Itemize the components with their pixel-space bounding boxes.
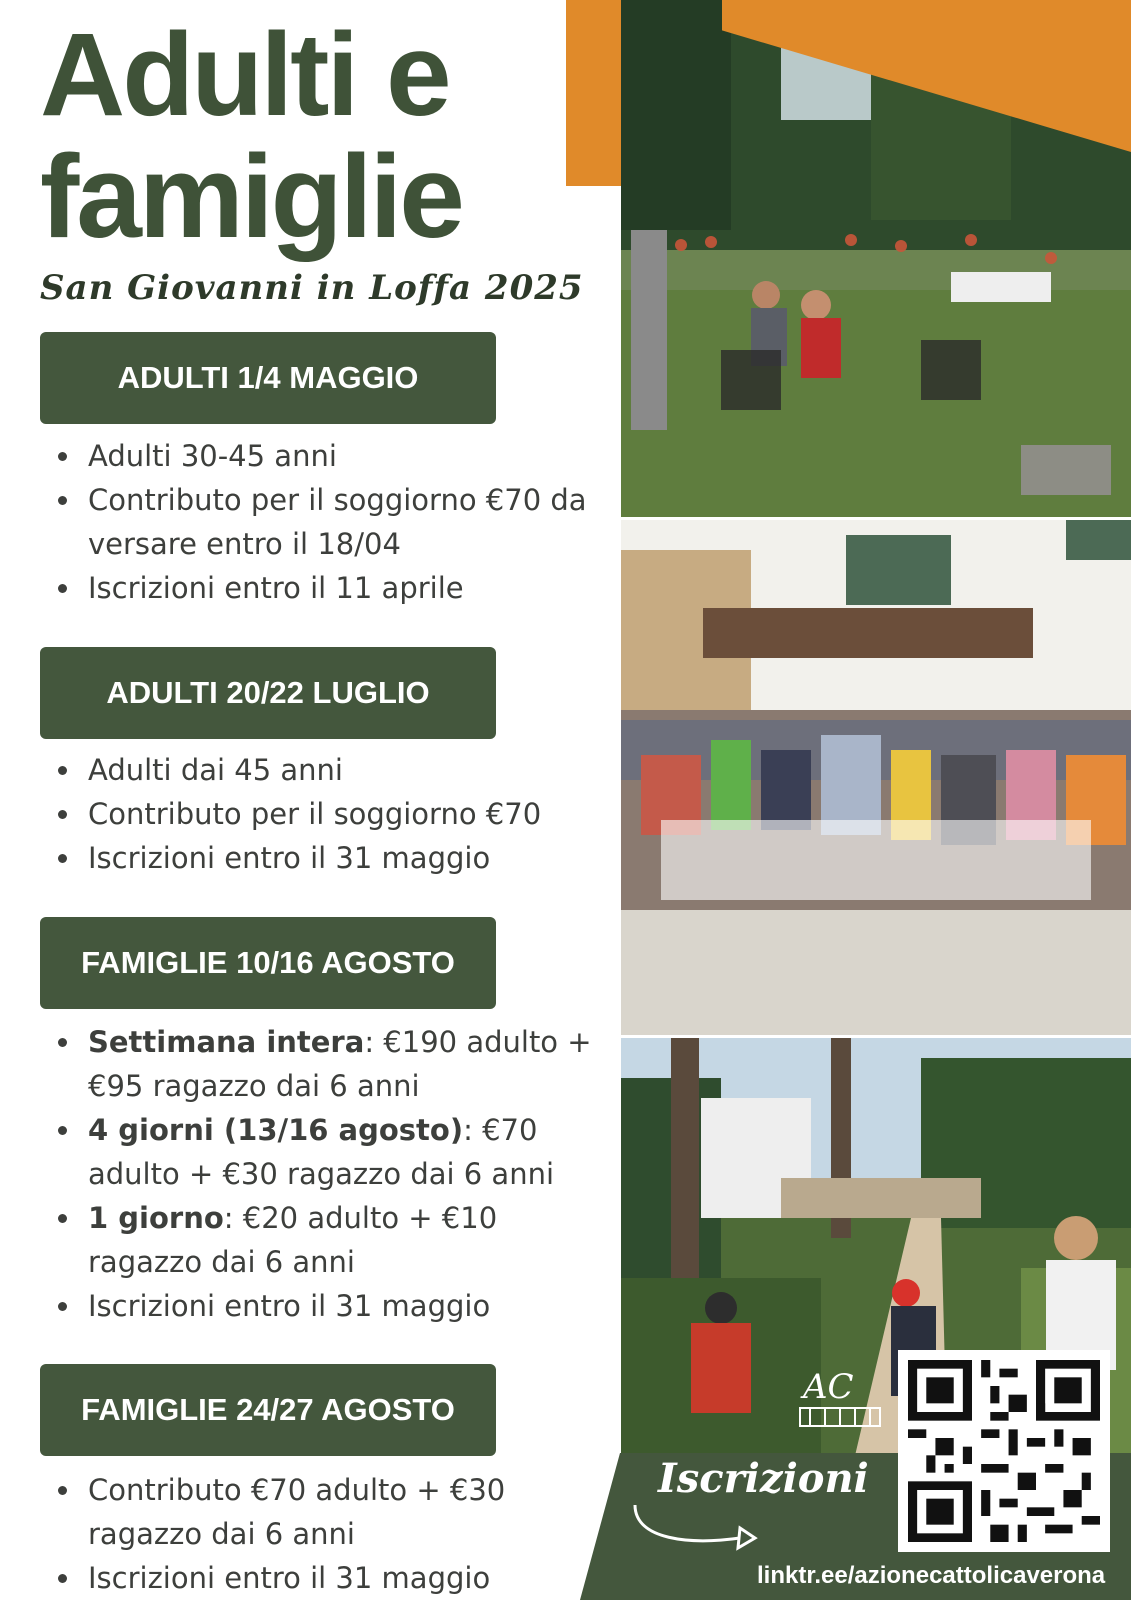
list-item: 4 giorni (13/16 agosto): €70 adulto + €30 ragazzo dai 6 anni — [50, 1108, 610, 1196]
section-header-adulti-luglio: ADULTI 20/22 LUGLIO — [40, 647, 496, 739]
list-item: Iscrizioni entro il 31 maggio — [50, 1556, 610, 1600]
section-header-famiglie-10-16: FAMIGLIE 10/16 AGOSTO — [40, 917, 496, 1009]
list-item: Contributo €70 adulto + €30 ragazzo dai 6 anni — [50, 1468, 610, 1556]
qr-code-icon — [908, 1360, 1100, 1542]
section-header-adulti-maggio: ADULTI 1/4 MAGGIO — [40, 332, 496, 424]
ac-logo — [795, 1358, 885, 1442]
bullet-list-famiglie-24-27 — [50, 1468, 610, 1600]
orange-accent-left — [566, 0, 621, 186]
list-item: Adulti dai 45 anni — [50, 748, 610, 792]
photo-group — [621, 520, 1131, 1035]
bullet-list-adulti-luglio — [50, 748, 610, 880]
ac-logo-text: AC — [803, 1367, 854, 1407]
qr-code[interactable] — [898, 1350, 1110, 1552]
list-item: Iscrizioni entro il 11 aprile — [50, 566, 610, 610]
bullet-list-adulti-maggio — [50, 434, 610, 610]
list-item: Iscrizioni entro il 31 maggio — [50, 836, 610, 880]
bullet-list-famiglie-10-16 — [50, 1020, 610, 1328]
section-header-famiglie-24-27: FAMIGLIE 24/27 AGOSTO — [40, 1364, 496, 1456]
title-line-1: Adulti e — [40, 9, 449, 141]
signup-link[interactable]: linktr.ee/azionecattolicaverona — [757, 1562, 1106, 1589]
list-item: 1 giorno: €20 adulto + €10 ragazzo dai 6 anni — [50, 1196, 610, 1284]
signup-label: Iscrizioni — [658, 1455, 869, 1502]
subtitle: San Giovanni in Loffa 2025 — [40, 268, 584, 308]
list-item: Adulti 30-45 anni — [50, 434, 610, 478]
page-title — [40, 9, 600, 263]
list-item: Settimana intera: €190 adulto + €95 ragazzo dai 6 anni — [50, 1020, 610, 1108]
list-item: Contributo per il soggiorno €70 da versare entro il 18/04 — [50, 478, 610, 566]
list-item: Contributo per il soggiorno €70 — [50, 792, 610, 836]
title-line-2: famiglie — [40, 131, 462, 263]
list-item: Iscrizioni entro il 31 maggio — [50, 1284, 610, 1328]
curved-arrow-icon — [630, 1500, 760, 1564]
